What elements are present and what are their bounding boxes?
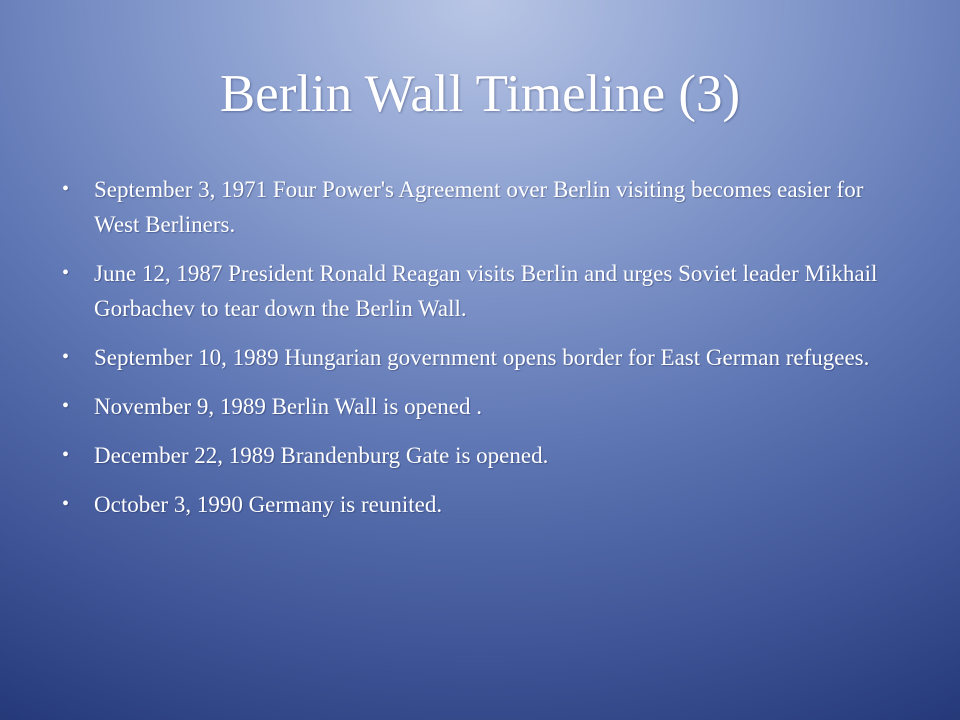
bullet-item	[62, 340, 882, 375]
bullet-text: December 22, 1989 Brandenburg Gate is opened.	[94, 443, 549, 468]
bullet-item	[62, 389, 882, 424]
slide-title: Berlin Wall Timeline (3)	[219, 65, 741, 123]
bullet-icon: •	[62, 178, 70, 200]
bullet-icon: •	[62, 395, 70, 417]
bullet-text: September 10, 1989 Hungarian government opens border for East German refugees.	[94, 345, 870, 370]
bullet-text: June 12, 1987 President Ronald Reagan visits Berlin and urges Soviet leader Mikhail Gorbachev to tear down the Berlin Wall.	[94, 261, 878, 321]
bullet-icon: •	[62, 346, 70, 368]
bullet-list	[62, 172, 882, 536]
bullet-item	[62, 256, 882, 326]
bullet-item	[62, 438, 882, 473]
bullet-text: September 3, 1971 Four Power's Agreement over Berlin visiting becomes easier for West Berliners.	[94, 177, 864, 237]
bullet-item	[62, 487, 882, 522]
bullet-text: November 9, 1989 Berlin Wall is opened .	[94, 394, 483, 419]
bullet-icon: •	[62, 493, 70, 515]
bullet-icon: •	[62, 262, 70, 284]
bullet-text: October 3, 1990 Germany is reunited.	[94, 492, 443, 517]
bullet-item	[62, 172, 882, 242]
bullet-icon: •	[62, 444, 70, 466]
